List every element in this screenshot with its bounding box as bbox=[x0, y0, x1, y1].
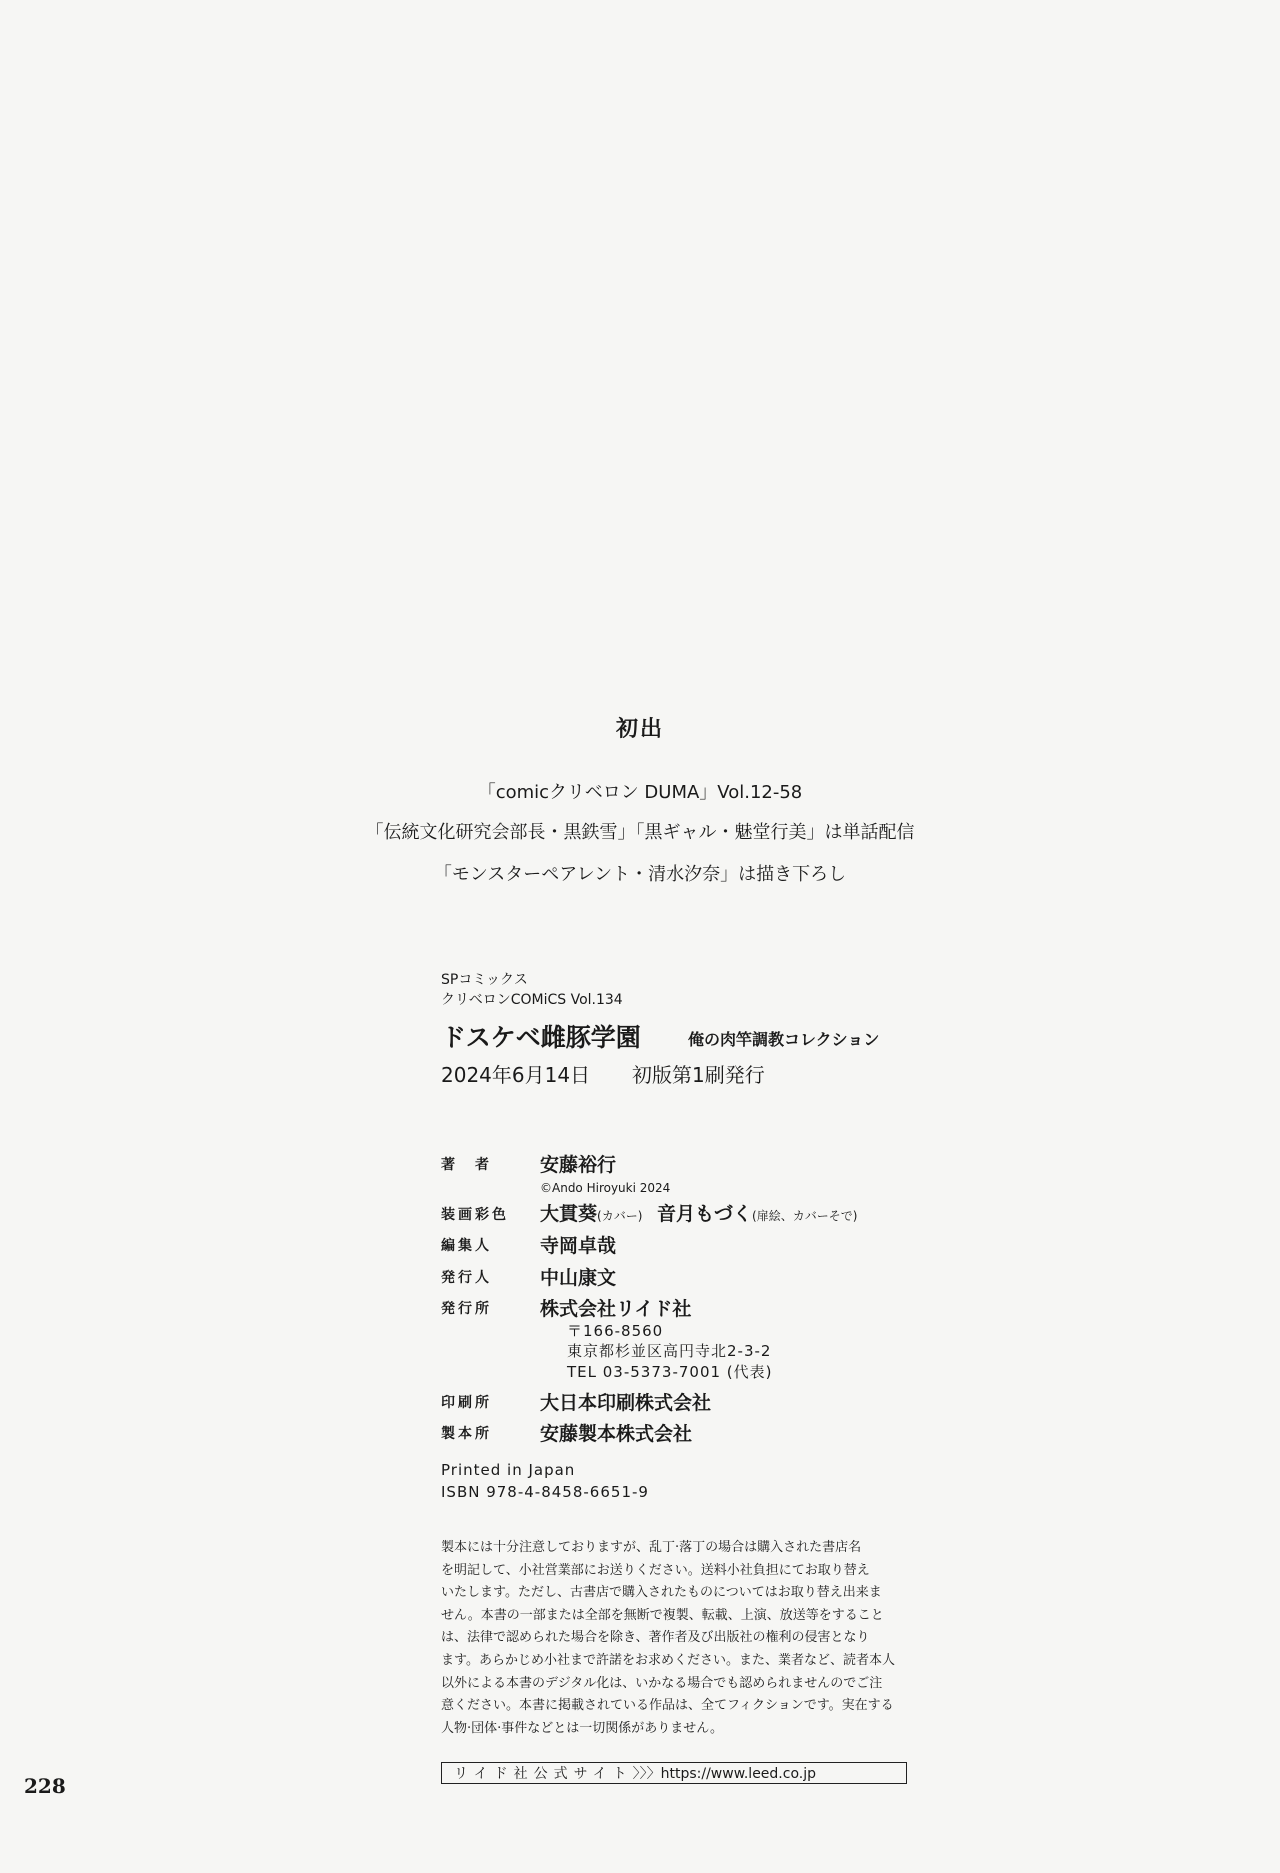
publisher-name: 株式会社リイド社 bbox=[540, 1298, 692, 1320]
binder-name: 安藤製本株式会社 bbox=[540, 1423, 693, 1445]
first-appearance-line-1: 「comicクリベロン DUMA」Vol.12-58 bbox=[477, 782, 803, 803]
telephone: TEL 03-5373-7001 (代表) bbox=[567, 1363, 773, 1381]
official-site-url[interactable]: https://www.leed.co.jp bbox=[660, 1766, 817, 1782]
page-number: 228 bbox=[24, 1774, 66, 1798]
cover-artist-2-note: (扉絵、カバーそで) bbox=[752, 1209, 858, 1223]
edition-label: 初版第1刷発行 bbox=[632, 1063, 765, 1087]
official-site-label: リイド社公式サイト bbox=[454, 1766, 633, 1782]
cover-artist-1-note: (カバー) bbox=[597, 1209, 643, 1223]
address: 東京都杉並区高円寺北2-3-2 bbox=[567, 1342, 772, 1360]
editor-name: 寺岡卓哉 bbox=[540, 1235, 617, 1257]
publisher-person-label: 発行人 bbox=[441, 1270, 492, 1286]
notice-line: は、法律で認められた場合を除き、著作者及び出版社の権利の侵害となり bbox=[441, 1630, 870, 1646]
author-name: 安藤裕行 bbox=[540, 1154, 617, 1176]
notice-line: せん。本書の一部または全部を無断で複製、転載、上演、放送等をすること bbox=[441, 1607, 884, 1623]
postal-code: 〒166-8560 bbox=[567, 1322, 664, 1340]
cover-art-credit bbox=[540, 1199, 857, 1226]
series-label: SPコミックス bbox=[441, 972, 528, 988]
cover-art-label: 装画彩色 bbox=[441, 1207, 509, 1223]
notice-line: 人物·団体·事件などとは一切関係がありません。 bbox=[441, 1720, 724, 1736]
copyright-line: ©Ando Hiroyuki 2024 bbox=[540, 1181, 671, 1195]
arrows-glyph: 〉〉〉 bbox=[632, 1766, 661, 1782]
author-label: 著 者 bbox=[441, 1157, 492, 1173]
isbn: ISBN 978-4-8458-6651-9 bbox=[441, 1483, 649, 1501]
cover-artist-1: 大貫葵 bbox=[540, 1203, 598, 1225]
printer-name: 大日本印刷株式会社 bbox=[540, 1392, 712, 1414]
editor-label: 編集人 bbox=[441, 1238, 492, 1254]
book-subtitle: 俺の肉竿調教コレクション bbox=[688, 1030, 880, 1049]
printed-in-label: Printed in Japan bbox=[441, 1461, 576, 1479]
first-appearance-title: 初出 bbox=[615, 717, 664, 742]
notice-line: ます。あらかじめ小社まで許諾をお求めください。また、業者など、読者本人 bbox=[441, 1652, 895, 1668]
publisher-person-name: 中山康文 bbox=[540, 1267, 617, 1289]
notice-line: 意ください。本書に掲載されている作品は、全てフィクションです。実在する bbox=[441, 1698, 894, 1714]
first-appearance-line-2: 「伝統文化研究会部長・黒鉄雪」「黒ギャル・魅堂行美」は単話配信 bbox=[365, 822, 915, 843]
imprint-label: クリベロンCOMiCS Vol.134 bbox=[441, 992, 623, 1008]
first-appearance-line-3: 「モンスターペアレント・清水汐奈」は描き下ろし bbox=[433, 864, 847, 885]
notice-line: いたします。ただし、古書店で購入されたものについてはお取り替え出来ま bbox=[441, 1585, 882, 1601]
legal-notice bbox=[441, 1537, 921, 1740]
notice-line: 以外による本書のデジタル化は、いかなる場合でも認められませんのでご注 bbox=[441, 1675, 883, 1691]
official-site-box bbox=[441, 1762, 907, 1784]
notice-line: を明記して、小社営業部にお送りください。送料小社負担にてお取り替え bbox=[441, 1562, 870, 1578]
cover-artist-2: 音月もづく bbox=[657, 1203, 753, 1225]
publication-date: 2024年6月14日 bbox=[441, 1063, 591, 1087]
publisher-label: 発行所 bbox=[441, 1301, 492, 1317]
book-title: ドスケベ雌豚学園 bbox=[441, 1023, 641, 1052]
notice-line: 製本には十分注意しておりますが、乱丁·落丁の場合は購入された書店名 bbox=[441, 1540, 862, 1555]
printer-label: 印刷所 bbox=[441, 1395, 492, 1411]
binder-label: 製本所 bbox=[441, 1426, 492, 1442]
